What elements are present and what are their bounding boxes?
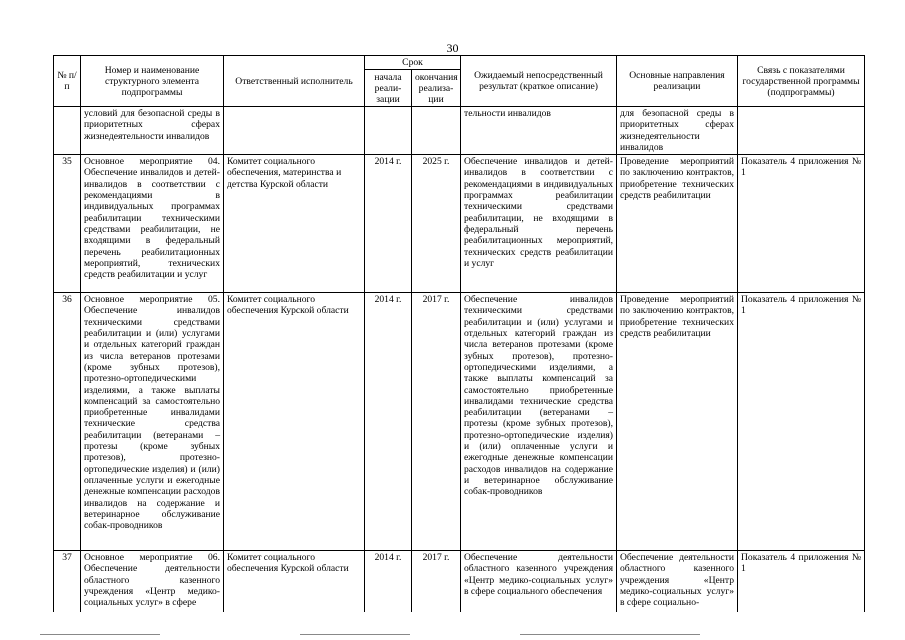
- row-result: Обеспечение деятельности областного казенного учреждения «Центр медико-социальных услуг» в сфере социального обеспечения: [461, 551, 617, 621]
- row-end: 2017 г.: [412, 293, 461, 551]
- table-row: [54, 293, 865, 551]
- row-directions: Проведение мероприятий по заключению контрактов, приобретение технических средств реабилитации: [617, 293, 738, 551]
- measures-table: [53, 55, 865, 621]
- row-directions: Обеспечение деятельности областного казенного учреждения «Центр медико-социальных услуг» в сфере социально-: [617, 551, 738, 621]
- row-start: [365, 107, 412, 155]
- header-result: Ожидаемый непосредственный результат (краткое описание): [461, 56, 617, 107]
- row-start: 2014 г.: [365, 551, 412, 621]
- scan-artifact-line: [520, 634, 700, 635]
- row-result: тельности инвалидов: [461, 107, 617, 155]
- row-directions: Проведение мероприятий по заключению контрактов, приобретение технических средств реабилитации: [617, 155, 738, 293]
- table-row: [54, 155, 865, 293]
- row-end: 2017 г.: [412, 551, 461, 621]
- row-num: 36: [54, 293, 81, 551]
- row-element: Основное мероприятие 06. Обеспечение деятельности областного казенного учреждения «Центр медико-социальных услуг» в сфере: [81, 551, 224, 621]
- header-term: Срок: [365, 56, 461, 70]
- row-end: [412, 107, 461, 155]
- scan-artifact-line: [40, 634, 160, 635]
- header-directions: Основные направления реализации: [617, 56, 738, 107]
- row-link: Показатель 4 приложения № 1: [738, 155, 865, 293]
- row-directions: для безопасной среды в приоритетных сферах жизнедеятельности инвалидов: [617, 107, 738, 155]
- row-executor: Комитет социального обеспечения Курской области: [224, 293, 365, 551]
- row-num: 35: [54, 155, 81, 293]
- row-executor: Комитет социального обеспечения Курской области: [224, 551, 365, 621]
- page-bottom-margin: [0, 612, 905, 640]
- row-executor: [224, 107, 365, 155]
- page-number: 30: [446, 41, 459, 55]
- row-result: Обеспечение инвалидов техническими средствами реабилитации и (или) услугами и отдельных категорий граждан из числа ветеранов протезами (кроме зубных протезов), протезно-ортопедическими изделиями, а также выплаты компенсаций за самостоятельно приобретенные инвалидами технические средства реабилитации (ветеранами – протезы (кроме зубных протезов), протезно-ортопедические изделия) и (или) оплаченные услуги и ежегодные денежные компенсации расходов инвалидов на содержание и ветеринарное обслуживание собак-проводников: [461, 293, 617, 551]
- table-row: [54, 551, 865, 621]
- row-start: 2014 г.: [365, 293, 412, 551]
- header-term-end: окончания реализа-ции: [412, 70, 461, 107]
- header-term-start: начала реали-зации: [365, 70, 412, 107]
- row-element: условий для безопасной среды в приоритетных сферах жизнедеятельности инвалидов: [81, 107, 224, 155]
- table-header-row: [54, 56, 865, 70]
- row-element: Основное мероприятие 05. Обеспечение инвалидов техническими средствами реабилитации и (или) услугами и отдельных категорий граждан из числа ветеранов протезами (кроме зубных протезов), протезно-ортопедическими изделиями, а также выплаты компенсаций за самостоятельно приобретенные инвалидами технические средства реабилитации (ветеранами – протезы (кроме зубных протезов), протезно-ортопедические изделия) и (или) оплаченные услуги и ежегодные денежные компенсации расходов инвалидов на содержание и ветеринарное обслуживание собак-проводников: [81, 293, 224, 551]
- row-element: Основное мероприятие 04. Обеспечение инвалидов и детей-инвалидов в соответствии с рекомендациями в индивидуальных программах реабилитации техническими средствами реабилитации, не входящими в федеральный перечень реабилитационных мероприятий, технических средств реабилитации и услуг: [81, 155, 224, 293]
- row-end: 2025 г.: [412, 155, 461, 293]
- row-link: Показатель 4 приложения № 1: [738, 551, 865, 621]
- header-num: № п/п: [54, 56, 81, 107]
- row-executor: Комитет социального обеспечения, материнства и детства Курской области: [224, 155, 365, 293]
- row-num: 37: [54, 551, 81, 621]
- row-link: [738, 107, 865, 155]
- header-element: Номер и наименование структурного элемента подпрограммы: [81, 56, 224, 107]
- row-result: Обеспечение инвалидов и детей-инвалидов в соответствии с рекомендациями в индивидуальных программах реабилитации техническими средствами реабилитации, не входящими в федеральный перечень реабилитационных мероприятий, технических средств реабилитации и услуг: [461, 155, 617, 293]
- header-link: Связь с показателями государственной программы (подпрограммы): [738, 56, 865, 107]
- row-start: 2014 г.: [365, 155, 412, 293]
- row-link: Показатель 4 приложения № 1: [738, 293, 865, 551]
- table-row: [54, 107, 865, 155]
- header-executor: Ответственный исполнитель: [224, 56, 365, 107]
- row-num: [54, 107, 81, 155]
- scan-artifact-line: [300, 634, 410, 635]
